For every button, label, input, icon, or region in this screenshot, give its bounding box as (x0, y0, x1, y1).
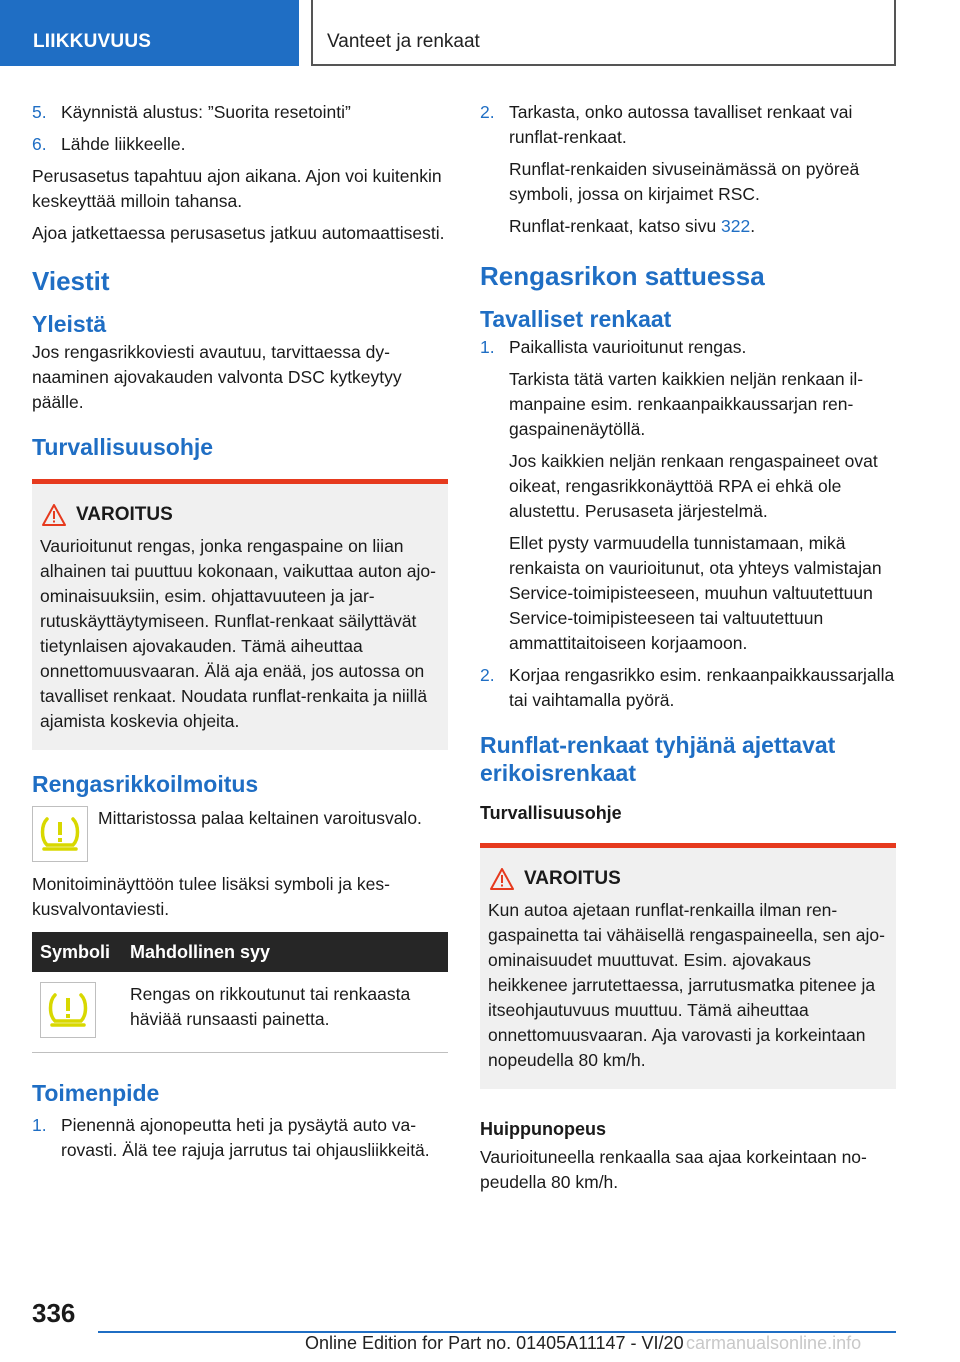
heading-huippunopeus: Huippunopeus (480, 1119, 606, 1139)
heading-turvallisuusohje: Turvallisuusohje (480, 803, 622, 823)
step-number: 1. (32, 1115, 47, 1135)
right-column (480, 100, 896, 1202)
left-column (32, 100, 448, 1170)
step-text: Käynnistä alustus: ”Suorita resetointi” (61, 102, 351, 122)
heading-yleista: Yleistä (32, 311, 107, 337)
paragraph: Jos rengasrikkoviesti avautuu, tarvittaessa dynaaminen ajovakauden valvonta DSC kytkeytyy päälle. (32, 342, 402, 412)
step-text: Tarkasta, onko autossa tavalliset renkaat vai runflat-renkaat. (509, 102, 853, 147)
step-number: 1. (480, 337, 495, 357)
paragraph: Vaurioituneella renkaalla saa ajaa korkeintaan nopeudella 80 km/h. (480, 1147, 867, 1192)
warning-box (32, 479, 448, 750)
symbol-lamp (40, 982, 96, 1038)
step-detail: Runflat-renkaiden sivuseinämässä on pyöreä symboli, jossa on kirjaimet RSC. (509, 159, 860, 204)
step-number: 5. (32, 102, 47, 122)
warning-triangle-icon (490, 868, 514, 890)
step-number: 2. (480, 102, 495, 122)
warning-text: Vaurioitunut rengas, jonka rengaspaine on liian alhainen tai puuttuu kokonaan, vaikuttaa auton ajo-ominaisuuksiin, esim. ohjattavuuteen ja jarrutuskäyttäytymiseen. Runflat-renkaat säilyttävät tietynlaisen ajovakauden. Tämä aiheuttaa onnettomuusvaaran. Älä aja enää, jos autossa on tavalliset renkaat. Noudata runflat-renkaita ja niillä ajamista koskevia ohjeita. (40, 536, 436, 731)
list-item (32, 132, 448, 157)
paragraph: Perusasetus tapahtuu ajon aikana. Ajon voi kuitenkin keskeyttää milloin tahansa. (32, 166, 442, 211)
step-detail (480, 214, 896, 239)
list-item (480, 100, 896, 150)
step-text: Pienennä ajonopeutta heti ja pysäytä auto varovasti. Älä tee rajuja jarrutus tai ohjausliikkeitä. (61, 1115, 430, 1160)
indicator-row (32, 806, 448, 862)
indicator-text: Mittaristossa palaa keltainen varoitusvalo. (98, 808, 422, 828)
heading-rengasrikon-sattuessa: Rengasrikon sattuessa (480, 261, 765, 291)
tire-pressure-warning-icon (45, 989, 91, 1031)
step-detail: Tarkista tätä varten kaikkien neljän renkaan ilmanpaine esim. renkaanpaikkaussarjan rengaspainenäytöllä. (509, 369, 864, 439)
tire-pressure-warning-icon (37, 813, 83, 855)
warning-header (40, 504, 440, 526)
edition-text: Online Edition for Part no. 01405A11147 - VI/20 (305, 1333, 684, 1353)
chapter-title: Vanteet ja renkaat (311, 0, 896, 66)
heading-runflat-renkaat: Runflat-renkaat tyhjänä ajettavat erikoisrenkaat (480, 732, 836, 786)
symbol-table (32, 932, 448, 1053)
warning-triangle-icon (42, 504, 66, 526)
page-header (0, 0, 960, 66)
step-text: Korjaa rengasrikko esim. renkaanpaikkaussarjalla tai vaihtamalla pyörä. (509, 665, 895, 710)
heading-tavalliset-renkaat: Tavalliset renkaat (480, 306, 672, 332)
warning-box (480, 843, 896, 1089)
step-detail: Jos kaikkien neljän renkaan rengaspaineet ovat oikeat, rengasrikkonäyttöä RPA ei ehkä ole alustettu. Perusaseta järjestelmä. (509, 451, 878, 521)
heading-toimenpide: Toimenpide (32, 1080, 160, 1106)
reference-text: Runflat-renkaat, katso sivu (509, 216, 722, 236)
symbol-cell (32, 972, 122, 1053)
step-number: 2. (480, 665, 495, 685)
step-detail: Ellet pysty varmuudella tunnistamaan, mikä renkaista on vaurioitunut, ota yhteys valmistajan Service-toimipisteeseen, muuhun valtuutettuun Service-toimipisteeseen tai valtuutettuun ammattitaitoiseen korjaamoon. (509, 533, 882, 653)
section-tab: LIIKKUVUUS (0, 0, 299, 66)
paragraph: Monitoiminäyttöön tulee lisäksi symboli ja keskusvalvontaviesti. (32, 874, 390, 919)
step-number: 6. (32, 134, 47, 154)
step-text: Paikallista vaurioitunut rengas. (509, 337, 747, 357)
indicator-lamp (32, 806, 88, 862)
list-item (32, 100, 448, 125)
page-number: 336 (32, 1298, 76, 1328)
list-item (480, 663, 896, 713)
list-item (32, 1113, 448, 1163)
warning-title: VAROITUS (524, 868, 621, 889)
watermark: carmanualsonline.info (686, 1333, 862, 1353)
list-item (480, 335, 896, 360)
reference-end: . (750, 216, 756, 236)
heading-rengasrikkoilmoitus: Rengasrikkoilmoitus (32, 771, 259, 797)
table-header-cause: Mahdollinen syy (122, 932, 448, 972)
heading-turvallisuusohje: Turvallisuusohje (32, 434, 214, 460)
cause-cell: Rengas on rikkoutunut tai renkaasta häviää runsaasti painetta. (122, 972, 448, 1053)
table-header-symbol: Symboli (32, 932, 122, 972)
table-row (32, 972, 448, 1053)
warning-header (488, 868, 888, 890)
paragraph: Ajoa jatkettaessa perusasetus jatkuu automaattisesti. (32, 223, 445, 243)
step-text: Lähde liikkeelle. (61, 134, 186, 154)
warning-text: Kun autoa ajetaan runflat-renkailla ilman rengaspainetta tai vähäisellä rengaspaineella, sen ajo-ominaisuudet muuttuvat. Esim. ajovakaus heikkenee jarrutettaessa, jarrutusmatka pitenee ja itseohjautuvuus muuttuu. Tämä aiheuttaa onnettomuusvaaran. Aja varovasti ja korkeintaan nopeudella 80 km/h. (488, 900, 885, 1070)
warning-title: VAROITUS (76, 504, 173, 525)
heading-viestit: Viestit (32, 266, 110, 296)
page-reference-link[interactable]: 322 (721, 216, 751, 236)
